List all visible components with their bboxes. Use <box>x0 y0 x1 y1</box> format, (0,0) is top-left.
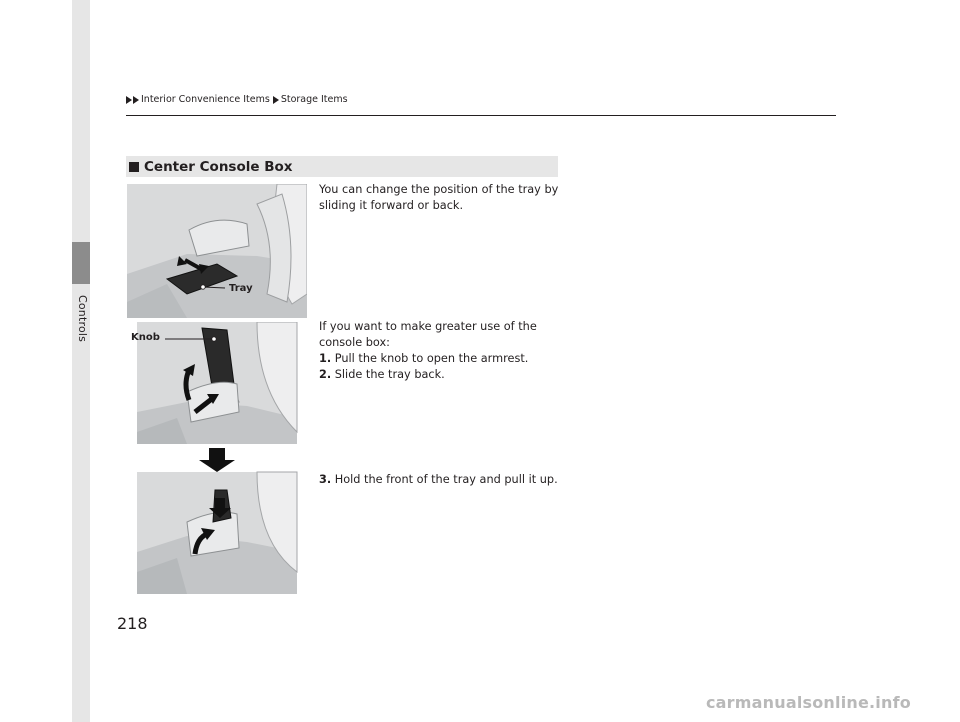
step-1-number: 1. <box>319 352 332 365</box>
step-3-text: Hold the front of the tray and pull it up. <box>334 473 558 486</box>
watermark[interactable]: carmanualsonline.info <box>706 693 911 712</box>
step-1 <box>319 351 559 367</box>
intro-text: If you want to make greater use of the console box: <box>319 320 537 349</box>
section-side-label: Controls <box>76 295 89 343</box>
step-3 <box>319 472 559 488</box>
breadcrumb <box>126 94 348 105</box>
armrest-open-drawing <box>127 322 307 594</box>
page-number: 218 <box>117 614 148 633</box>
step-3-number: 3. <box>319 473 332 486</box>
breadcrumb-arrow-icon <box>126 96 132 104</box>
breadcrumb-arrow-icon <box>273 96 279 104</box>
steps-block <box>319 319 559 383</box>
step-2-number: 2. <box>319 368 332 381</box>
armrest-open-illustration <box>127 322 307 594</box>
slide-instruction: You can change the position of the tray by sliding it forward or back. <box>319 183 559 212</box>
side-tab-marker <box>72 242 90 284</box>
step-1-text: Pull the knob to open the armrest. <box>334 352 529 365</box>
step-2-text: Slide the tray back. <box>334 368 445 381</box>
section-header <box>126 156 558 177</box>
section-title: Center Console Box <box>144 158 293 175</box>
section-square-icon <box>129 162 139 172</box>
tray-callout: Tray <box>229 283 253 294</box>
tray-slide-drawing <box>127 184 307 318</box>
tray-slide-illustration <box>127 184 307 318</box>
side-tab <box>72 0 90 722</box>
header-divider <box>126 115 836 116</box>
breadcrumb-item[interactable]: Interior Convenience Items <box>141 94 270 105</box>
knob-callout: Knob <box>131 332 160 343</box>
step-2 <box>319 367 559 383</box>
breadcrumb-item[interactable]: Storage Items <box>280 94 348 105</box>
breadcrumb-arrow-icon <box>133 96 139 104</box>
